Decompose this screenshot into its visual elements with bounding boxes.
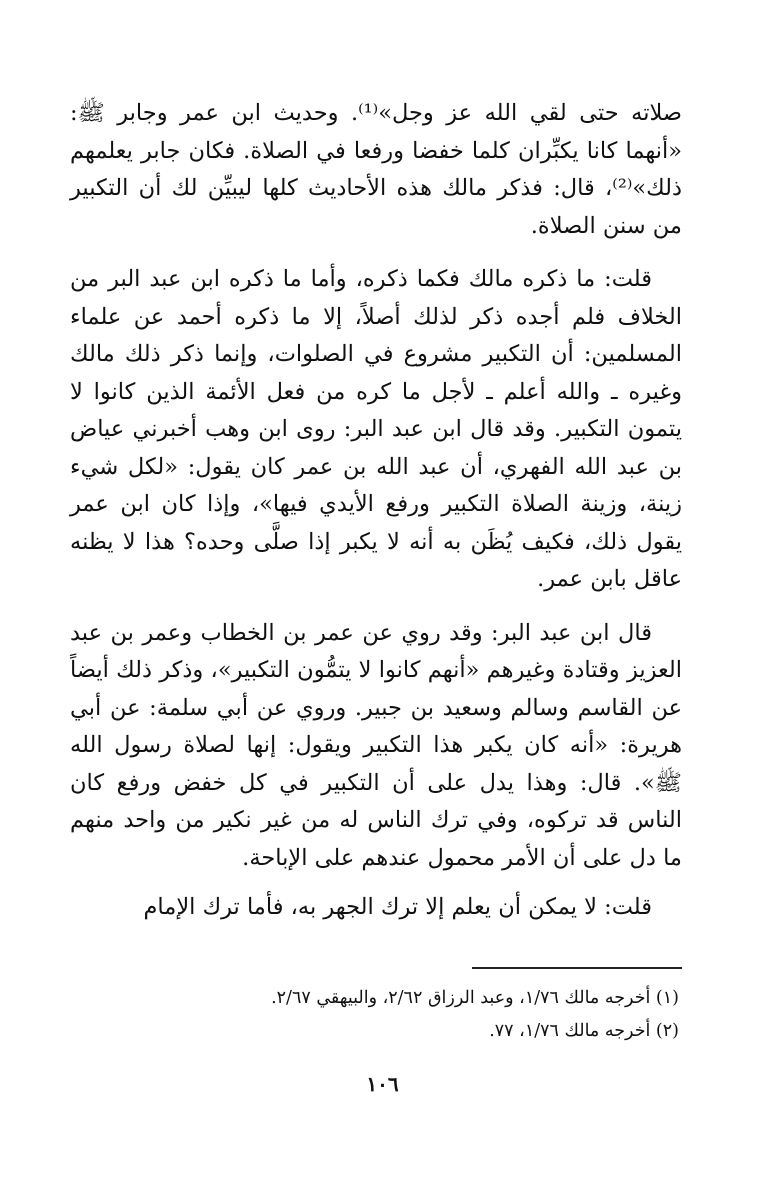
paragraph-3: قال ابن عبد البر: وقد روي عن عمر بن الخطاب وعمر بن عبد العزيز وقتادة وغيرهم «أنهم كانوا لا يتمُّون التكبير»، وذكر ذلك أيضاً عن القاسم وسالم وسعيد بن جبير. وروي عن أبي سلمة: عن أبي هريرة: «أنه كان يكبر هذا التكبير ويقول: إنها لصلاة رسول الله ﷺ». قال: وهذا يدل على أن التكبير في كل خفض ورفع كان الناس قد تركوه، وفي ترك الناس له من غير نكير من واحد منهم ما دل على أن الأمر محمول عندهم على الإباحة. [70,619,682,871]
footnote-2: (٢) أخرجه مالك ١/٧٦، ٧٧. [489,1021,679,1041]
footnotes [79,982,679,1048]
footnote-divider [472,967,682,969]
paragraph-4: قلت: لا يمكن أن يعلم إلا ترك الجهر به، فأما ترك الإمام [143,894,652,920]
page-number: ١٠٦ [366,1072,399,1096]
paragraph-2: قلت: ما ذكره مالك فكما ذكره، وأما ما ذكره ابن عبد البر من الخلاف فلم أجده ذكر لذلك أصلاً، إلا ما ذكره أحمد عن علماء المسلمين: أن التكبير مشروع في الصلوات، وإنما ذكر ذلك مالك وغيره ـ والله أعلم ـ لأجل ما كره من فعل الأئمة الذين كانوا لا يتمون التكبير. وقد قال ابن عبد البر: روى ابن وهب أخبرني عياض بن عبد الله الفهري، أن عبد الله بن عمر كان يقول: «لكل شيء زينة، وزينة الصلاة التكبير ورفع الأيدي فيها»، وإذا كان ابن عمر يقول ذلك، فكيف يُظَن به أنه لا يكبر إذا صلَّى وحده؟ هذا لا يظنه عاقل بابن عمر. [70,266,682,592]
paragraph-1: صلاته حتى لقي الله عز وجل»⁽¹⁾. وحديث ابن عمر وجابر ﷺ: «أنهما كانا يكبِّران كلما خفضا ورفعا في الصلاة. فكان جابر يعلمهم ذلك»⁽²⁾، قال: فذكر مالك هذه الأحاديث كلها ليبيِّن لك أن التكبير من سنن الصلاة. [70,100,682,239]
main-text [70,95,682,927]
footnote-1: (١) أخرجه مالك ١/٧٦، وعبد الرزاق ٢/٦٢، والبيهقي ٢/٦٧. [271,988,679,1008]
